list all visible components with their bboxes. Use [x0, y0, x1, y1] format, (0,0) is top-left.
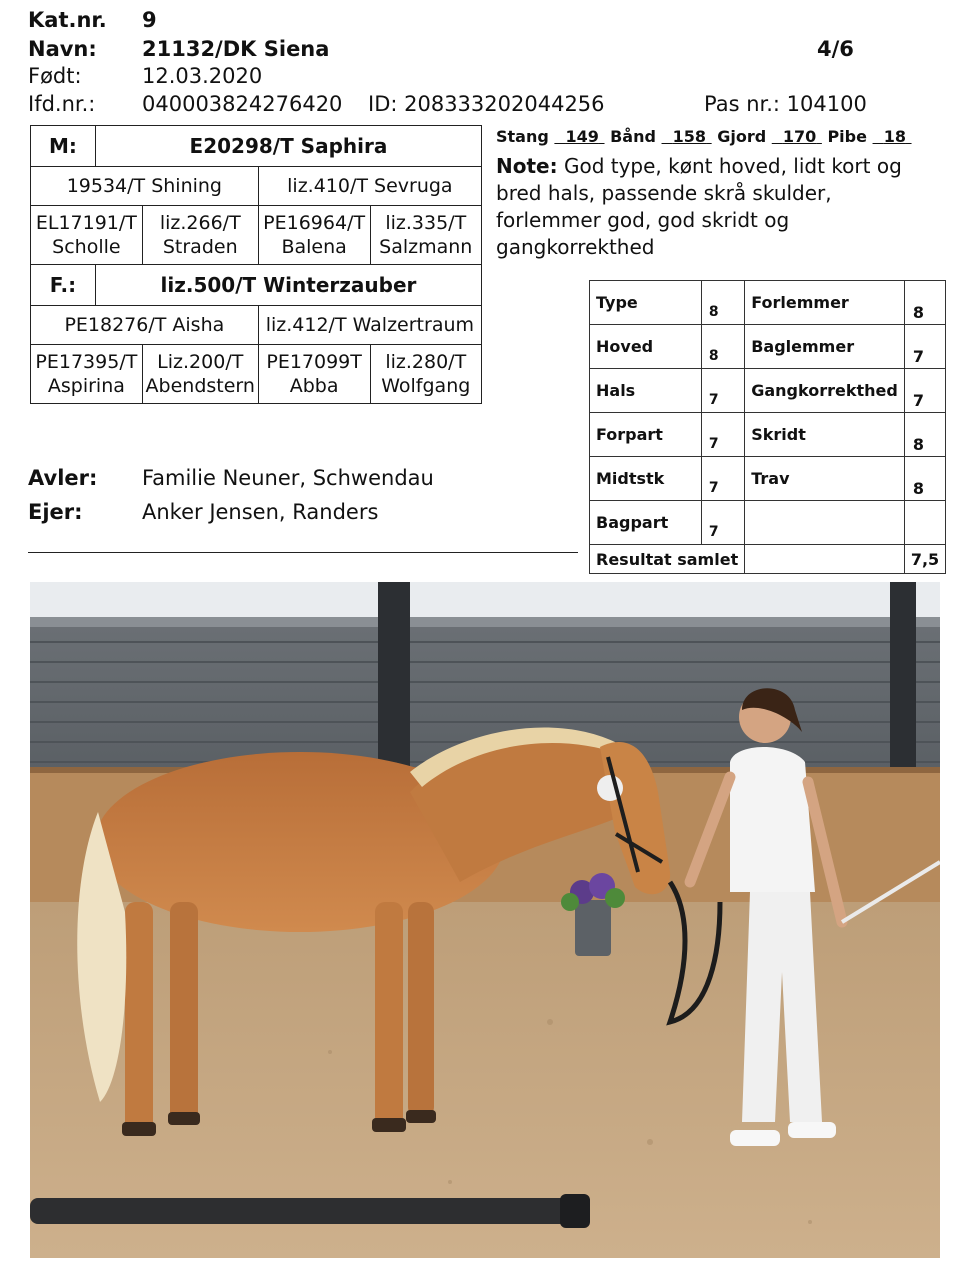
pibe-value [873, 127, 912, 146]
note-text: God type, kønt hoved, lidt kort og bred hals, passende skrå skulder, forlemmer god, god skridt og gangkorrekthed [496, 154, 902, 259]
scores-table [589, 280, 946, 574]
father-row [31, 265, 482, 306]
band-value [662, 127, 712, 146]
mother-row [31, 126, 482, 167]
id-number: ID: 208333202044256 [368, 92, 605, 116]
gjord-label: Gjord [717, 127, 767, 146]
father-name: liz.500/T Winterzauber [95, 265, 481, 306]
fodt-value: 12.03.2020 [142, 64, 263, 88]
ejer-value: Anker Jensen, Randers [142, 500, 379, 524]
score-value: 8 [701, 325, 744, 369]
avler-value: Familie Neuner, Schwendau [142, 466, 434, 490]
score-label: Midtstk [590, 457, 702, 501]
pedigree-cell [258, 345, 370, 404]
avler-label: Avler: [28, 466, 98, 490]
stang-number: 149 [565, 127, 599, 146]
score-label: Baglemmer [745, 325, 905, 369]
mother-parents-row [31, 167, 482, 206]
score-value: 8 [904, 413, 945, 457]
score-label: Forlemmer [745, 281, 905, 325]
pedigree-cell [370, 345, 481, 404]
divider-line [28, 552, 578, 553]
pedigree-cell [142, 345, 258, 404]
score-value: 7 [904, 325, 945, 369]
score-row [590, 501, 946, 545]
stang-value [554, 127, 604, 146]
score-label: Skridt [745, 413, 905, 457]
note-block [496, 153, 926, 261]
horse-photo [30, 582, 940, 1258]
ancestor-id: Liz.200/T [157, 351, 244, 373]
ancestor-id: PE16964/T [263, 212, 366, 234]
ancestor-id: PE17099T [266, 351, 362, 373]
score-value: 8 [904, 281, 945, 325]
pedigree-cell: 19534/T Shining [31, 167, 259, 206]
horse-photo-illustration [30, 582, 940, 1258]
fodt-label: Født: [28, 64, 82, 88]
stang-label: Stang [496, 127, 549, 146]
ancestor-name: Balena [281, 236, 347, 258]
ejer-label: Ejer: [28, 500, 83, 524]
ancestor-id: PE17395/T [35, 351, 138, 373]
father-parents-row [31, 306, 482, 345]
band-label: Bånd [610, 127, 656, 146]
pedigree-table [30, 125, 482, 404]
father-grand-row [31, 345, 482, 404]
score-label: Type [590, 281, 702, 325]
score-value: 8 [701, 281, 744, 325]
score-label: Gangkorrekthed [745, 369, 905, 413]
score-row [590, 369, 946, 413]
ancestor-name: Abendstern [145, 375, 255, 397]
score-row [590, 325, 946, 369]
score-value: 7 [701, 457, 744, 501]
pibe-number: 18 [883, 127, 906, 146]
pedigree-cell [370, 206, 481, 265]
pedigree-cell: liz.412/T Walzertraum [258, 306, 481, 345]
gjord-value [772, 127, 822, 146]
mother-label: M: [31, 126, 96, 167]
kat-value: 9 [142, 8, 157, 32]
score-value: 7 [701, 501, 744, 545]
score-label: Trav [745, 457, 905, 501]
ancestor-id: EL17191/T [35, 212, 137, 234]
pedigree-cell [31, 206, 143, 265]
note-label: Note: [496, 154, 558, 178]
ancestor-id: liz.335/T [385, 212, 467, 234]
score-label: Forpart [590, 413, 702, 457]
mother-grand-row [31, 206, 482, 265]
score-row [590, 281, 946, 325]
ancestor-id: liz.280/T [385, 351, 467, 373]
result-spacer [745, 545, 905, 574]
score-value [904, 501, 945, 545]
score-label [745, 501, 905, 545]
page-count: 4/6 [817, 37, 854, 61]
ancestor-id: liz.266/T [159, 212, 241, 234]
score-value: 8 [904, 457, 945, 501]
ancestor-name: Wolfgang [381, 375, 471, 397]
ancestor-name: Salzmann [379, 236, 473, 258]
ifd-value: 040003824276420 [142, 92, 343, 116]
result-label: Resultat samlet [590, 545, 745, 574]
mother-name: E20298/T Saphira [95, 126, 481, 167]
ancestor-name: Straden [162, 236, 238, 258]
score-label: Hals [590, 369, 702, 413]
father-label: F.: [31, 265, 96, 306]
pedigree-cell [31, 345, 143, 404]
score-value: 7 [701, 369, 744, 413]
ancestor-name: Abba [289, 375, 339, 397]
ancestor-name: Aspirina [47, 375, 125, 397]
pedigree-cell: liz.410/T Sevruga [258, 167, 481, 206]
pibe-label: Pibe [827, 127, 867, 146]
band-number: 158 [672, 127, 707, 146]
score-row [590, 413, 946, 457]
pas-number: Pas nr.: 104100 [704, 92, 867, 116]
result-value: 7,5 [904, 545, 945, 574]
score-value: 7 [701, 413, 744, 457]
measurements [496, 127, 912, 146]
pedigree-cell [142, 206, 258, 265]
gjord-number: 170 [782, 127, 817, 146]
score-row [590, 457, 946, 501]
pedigree-cell: PE18276/T Aisha [31, 306, 259, 345]
navn-label: Navn: [28, 37, 97, 61]
result-row [590, 545, 946, 574]
kat-label: Kat.nr. [28, 8, 107, 32]
pedigree-cell [258, 206, 370, 265]
ancestor-name: Scholle [52, 236, 121, 258]
score-value: 7 [904, 369, 945, 413]
score-label: Hoved [590, 325, 702, 369]
horse-name: 21132/DK Siena [142, 37, 330, 61]
ifd-label: Ifd.nr.: [28, 92, 96, 116]
score-label: Bagpart [590, 501, 702, 545]
